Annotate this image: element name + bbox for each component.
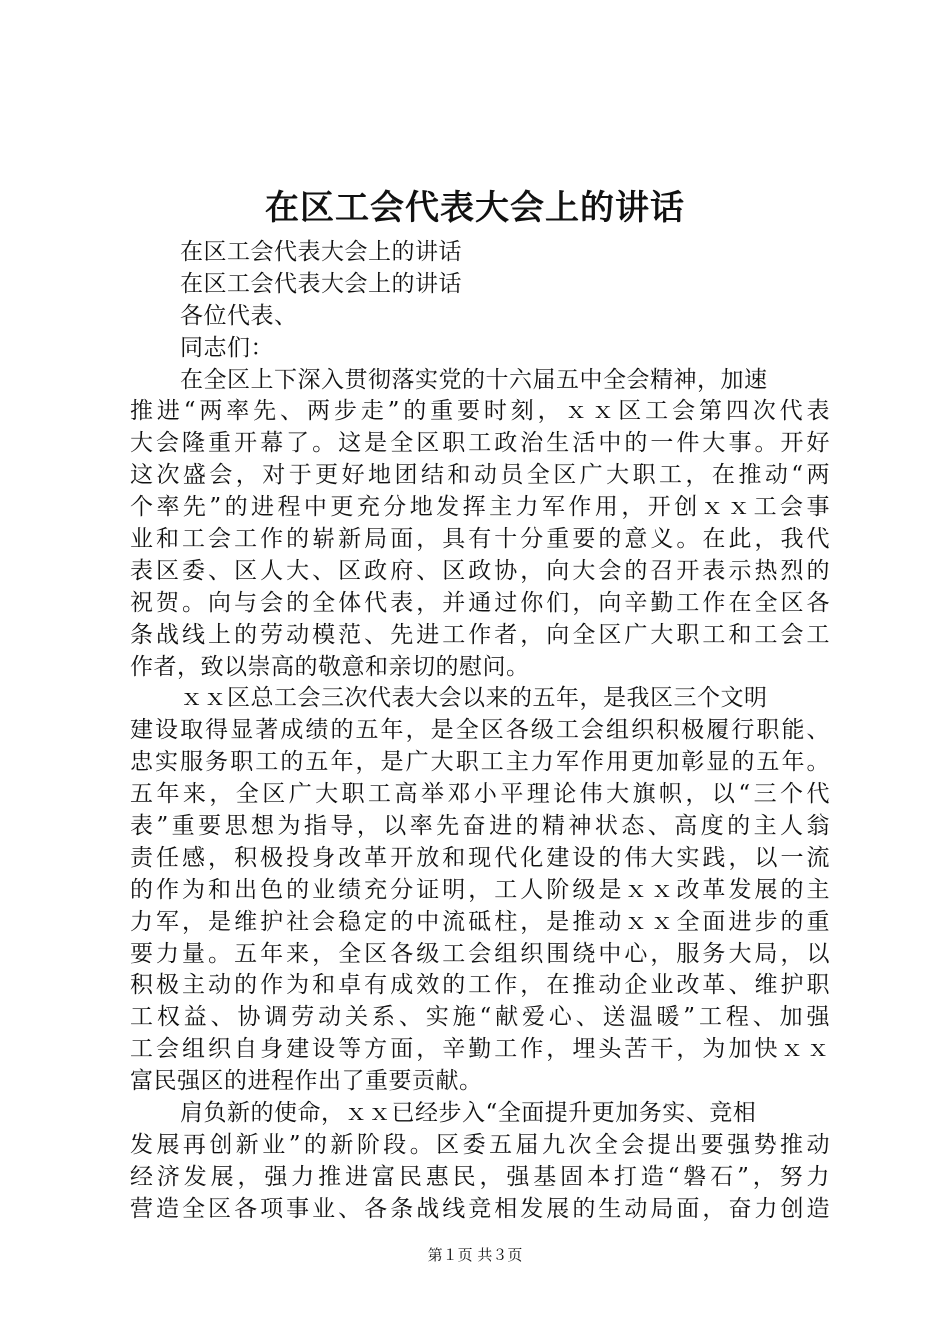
paragraph-line: 在全区上下深入贯彻落实党的十六届五中全会精神，加速 xyxy=(180,366,768,393)
subtitle-line: 在区工会代表大会上的讲话 xyxy=(180,239,462,265)
paragraph-line: 业和工会工作的崭新局面，具有十分重要的意义。在此，我代 xyxy=(130,526,830,553)
paragraph-line: 表”重要思想为指导，以率先奋进的精神状态、高度的主人翁 xyxy=(130,813,830,840)
document-title: 在区工会代表大会上的讲话 xyxy=(265,188,685,228)
paragraph-line: 作者，致以崇高的敬意和亲切的慰问。 xyxy=(130,653,530,680)
paragraph-line: 推进“两率先、两步走”的重要时刻，ｘｘ区工会第四次代表 xyxy=(130,398,830,425)
page-footer: 第１页 共３页 xyxy=(427,1246,523,1264)
paragraph-line: 营造全区各项事业、各条战线竞相发展的生动局面，奋力创造 xyxy=(130,1195,830,1222)
paragraph-line: 工权益、协调劳动关系、实施“献爱心、送温暖”工程、加强 xyxy=(130,1004,830,1031)
paragraph-line: 建设取得显著成绩的五年，是全区各级工会组织积极履行职能、 xyxy=(130,717,830,744)
paragraph-line: 要力量。五年来，全区各级工会组织围绕中心，服务大局，以 xyxy=(130,940,830,967)
paragraph-line: 经济发展，强力推进富民惠民，强基固本打造“磐石”，努力 xyxy=(130,1163,830,1190)
paragraph-line: 责任感，积极投身改革开放和现代化建设的伟大实践，以一流 xyxy=(130,844,830,871)
paragraph-line: ｘｘ区总工会三次代表大会以来的五年，是我区三个文明 xyxy=(180,685,768,712)
paragraph-line: 的作为和出色的业绩充分证明，工人阶级是ｘｘ改革发展的主 xyxy=(130,876,830,903)
paragraph-line: 富民强区的进程作出了重要贡献。 xyxy=(130,1068,483,1095)
paragraph-line: 祝贺。向与会的全体代表，并通过你们，向辛勤工作在全区各 xyxy=(130,589,830,616)
paragraph-line: 力军，是维护社会稳定的中流砥柱，是推动ｘｘ全面进步的重 xyxy=(130,908,830,935)
document-body xyxy=(130,237,830,1226)
salutation-line: 各位代表、 xyxy=(180,302,298,329)
paragraph-line: 个率先”的进程中更充分地发挥主力军作用，开创ｘｘ工会事 xyxy=(130,494,830,521)
paragraph-line: 工会组织自身建设等方面，辛勤工作，埋头苦干，为加快ｘｘ xyxy=(130,1036,830,1063)
paragraph-line: 忠实服务职工的五年，是广大职工主力军作用更加彰显的五年。 xyxy=(130,749,830,776)
paragraph-line: 五年来，全区广大职工高举邓小平理论伟大旗帜，以“三个代 xyxy=(130,781,830,808)
paragraph-line: 这次盛会，对于更好地团结和动员全区广大职工，在推动“两 xyxy=(130,462,830,489)
paragraph-line: 表区委、区人大、区政府、区政协，向大会的召开表示热烈的 xyxy=(130,557,830,584)
paragraph-line: 条战线上的劳动模范、先进工作者，向全区广大职工和工会工 xyxy=(130,621,830,648)
paragraph-line: 大会隆重开幕了。这是全区职工政治生活中的一件大事。开好 xyxy=(130,430,830,457)
salutation-line: 同志们： xyxy=(180,334,274,361)
subtitle-line: 在区工会代表大会上的讲话 xyxy=(180,270,462,297)
paragraph-line: 积极主动的作为和卓有成效的工作，在推动企业改革、维护职 xyxy=(130,972,830,999)
paragraph-line: 发展再创新业”的新阶段。区委五届九次全会提出要强势推动 xyxy=(130,1131,830,1158)
paragraph-line: 肩负新的使命，ｘｘ已经步入“全面提升更加务实、竞相 xyxy=(180,1100,757,1127)
